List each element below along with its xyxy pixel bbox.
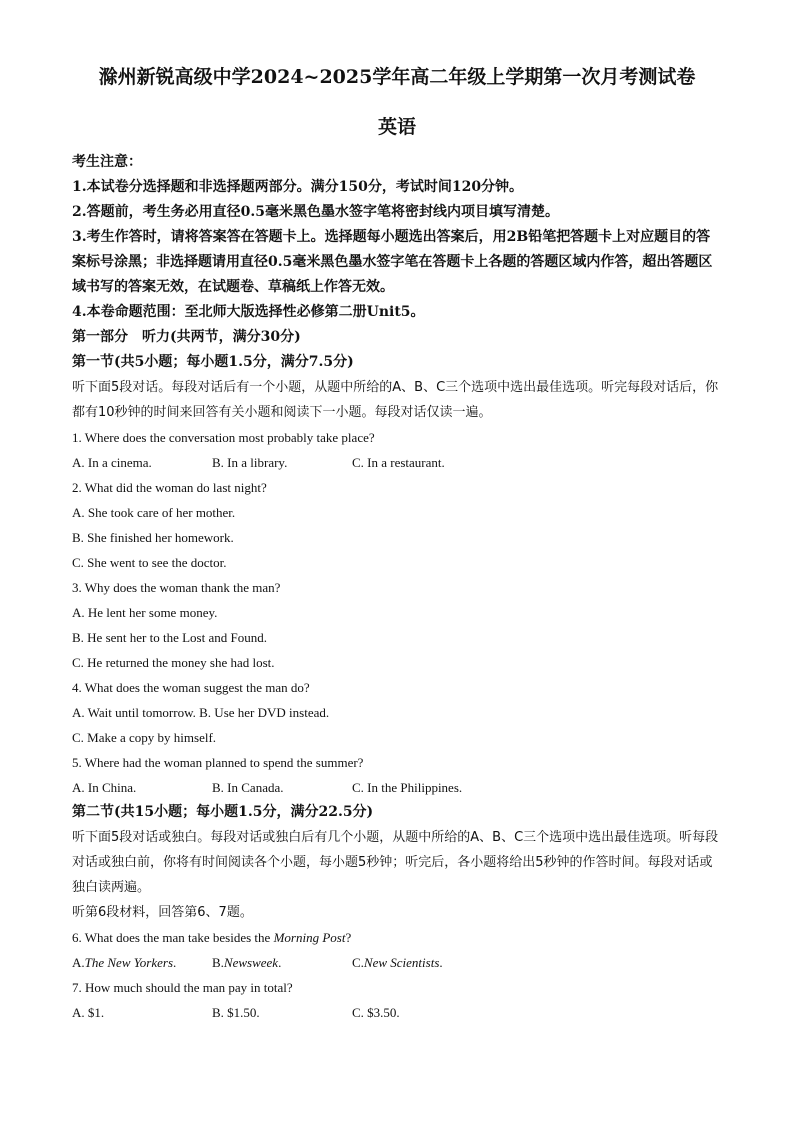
option-c: C. $3.50. <box>352 1005 400 1020</box>
option-a: A. In a cinema. <box>72 455 152 470</box>
note-item-4: 4.本卷命题范围：至北师大版选择性必修第二册Unit5。 <box>72 304 425 320</box>
question-3: 3. Why does the woman thank the man? <box>72 580 281 595</box>
option-a: A. $1. <box>72 1005 105 1020</box>
note-item-2: 2.答题前，考生务必用直径0.5毫米黑色墨水签字笔将密封线内项目填写清楚。 <box>72 204 559 220</box>
option-a: A. He lent her some money. <box>72 605 218 620</box>
exam-page <box>72 62 722 1025</box>
section2-instructions: 听下面5段对话或独白。每段对话或独白后有几个小题，从题中所给的A、B、C三个选项中选出最佳选项。听每段对话或独白前，你将有时间阅读各个小题，每小题5秒钟；听完后，各小题将给出5秒钟的作答时间。每段对话或独白读两遍。 <box>72 830 719 895</box>
option-a-b: A. Wait until tomorrow. B. Use her DVD instead. <box>72 705 330 720</box>
exam-subject: 英语 <box>377 116 416 138</box>
note-item-3: 3.考生作答时，请将答案答在答题卡上。选择题每小题选出答案后，用2B铅笔把答题卡上对应题目的答案标号涂黑；非选择题请用直径0.5毫米黑色墨水签字笔在答题卡上各题的答题区域内作答，超出答题区域书写的答案无效，在试题卷、草稿纸上作答无效。 <box>72 229 713 295</box>
question-mark: ? <box>345 930 352 945</box>
option-b: B. $1.50. <box>212 1005 260 1020</box>
option-c: C. She went to see the doctor. <box>72 555 227 570</box>
question-7-options <box>72 1000 722 1025</box>
option-c-period: . <box>439 955 443 970</box>
question-6-options <box>72 950 722 975</box>
question-5: 5. Where had the woman planned to spend the summer? <box>72 755 364 770</box>
option-b: B. She finished her homework. <box>72 530 234 545</box>
section1-instructions: 听下面5段对话。每段对话后有一个小题，从题中所给的A、B、C三个选项中选出最佳选项。听完每段对话后，你都有10秒钟的时间来回答有关小题和阅读下一小题。每段对话仅读一遍。 <box>72 380 719 420</box>
option-c: C. In a restaurant. <box>352 455 445 470</box>
option-a-period: . <box>173 955 177 970</box>
option-b-letter: B. <box>212 955 224 970</box>
option-b <box>212 950 352 975</box>
option-c: C. Make a copy by himself. <box>72 730 217 745</box>
option-b-period: . <box>278 955 282 970</box>
notes-heading: 考生注意： <box>72 154 142 170</box>
note-item-1: 1.本试卷分选择题和非选择题两部分。满分150分，考试时间120分钟。 <box>72 179 524 195</box>
question-4: 4. What does the woman suggest the man do? <box>72 680 310 695</box>
option-c <box>352 950 552 975</box>
question-6 <box>72 925 722 950</box>
option-c: C. In the Philippines. <box>352 780 463 795</box>
question-2: 2. What did the woman do last night? <box>72 480 267 495</box>
option-b: B. He sent her to the Lost and Found. <box>72 630 267 645</box>
question-6-text: 6. What does the man take besides the <box>72 930 274 945</box>
newspaper-title: Morning Post <box>273 930 346 945</box>
question-5-options <box>72 775 722 800</box>
section1-heading: 第一节(共5小题；每小题1.5分，满分7.5分) <box>72 354 354 370</box>
material-note: 听第6段材料，回答第6、7题。 <box>72 905 253 920</box>
option-b-text: Newsweek <box>223 955 279 970</box>
option-a: A. She took care of her mother. <box>72 505 236 520</box>
option-a: A. In China. <box>72 780 137 795</box>
question-1: 1. Where does the conversation most probably take place? <box>72 430 375 445</box>
option-c-text: New Scientists <box>363 955 440 970</box>
option-b: B. In Canada. <box>212 780 284 795</box>
option-a-letter: A. <box>72 955 85 970</box>
option-b: B. In a library. <box>212 455 288 470</box>
option-a-text: The New Yorkers <box>84 955 174 970</box>
exam-title: 滁州新锐高级中学2024~2025学年高二年级上学期第一次月考测试卷 <box>98 66 696 88</box>
option-c-letter: C. <box>352 955 364 970</box>
section2-heading: 第二节(共15小题；每小题1.5分，满分22.5分) <box>72 804 374 820</box>
option-c: C. He returned the money she had lost. <box>72 655 275 670</box>
question-7: 7. How much should the man pay in total? <box>72 980 293 995</box>
question-1-options <box>72 450 722 475</box>
part1-heading: 第一部分 听力(共两节，满分30分) <box>72 329 301 345</box>
option-a <box>72 950 212 975</box>
